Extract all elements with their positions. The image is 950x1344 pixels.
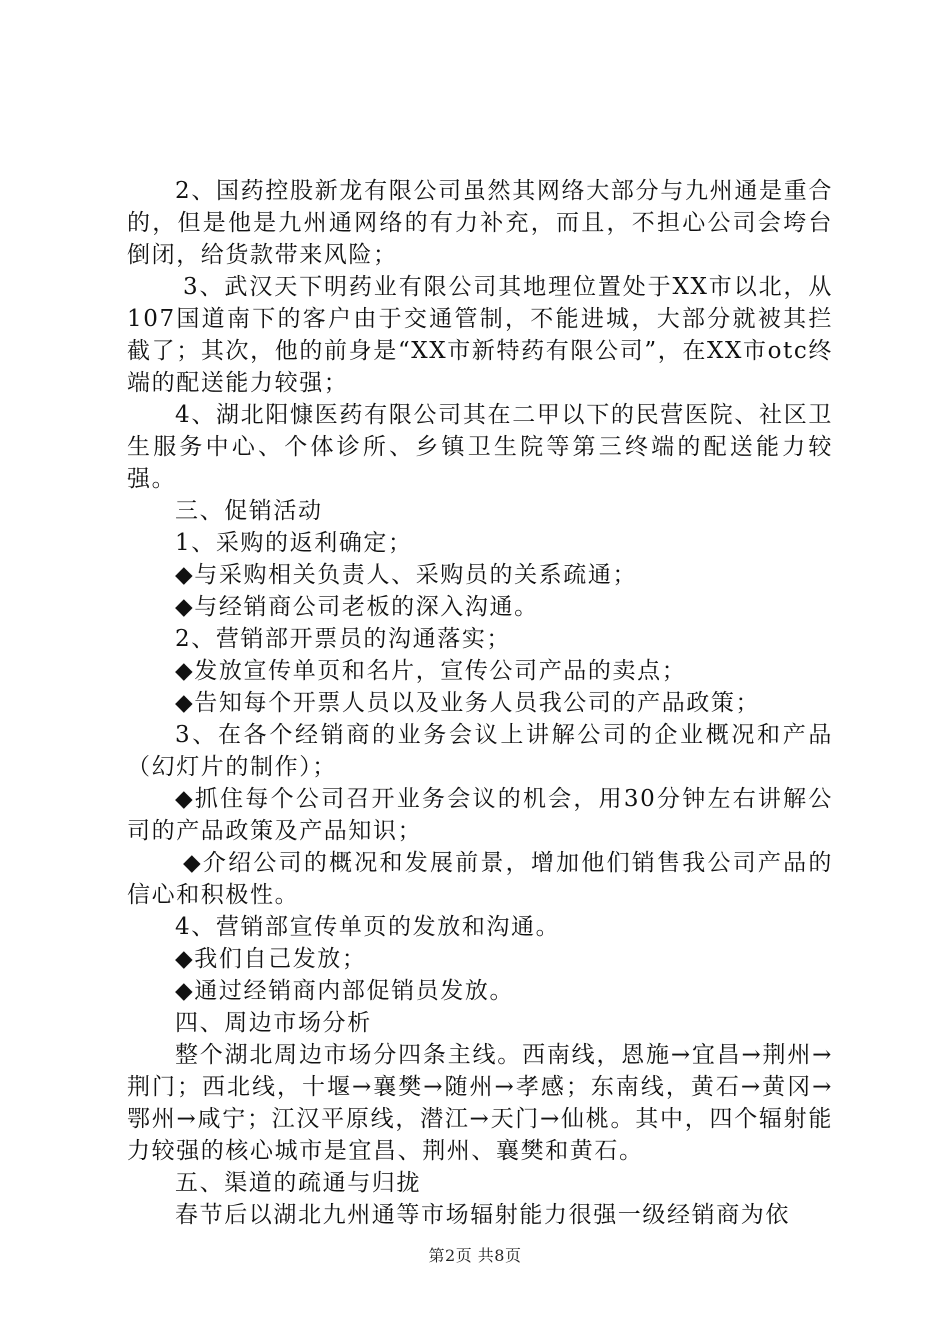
page-footer: 第2页 共8页 [428,1246,522,1265]
bullet-item: ◆与经销商公司老板的深入沟通。 [175,594,539,620]
section-heading-market-analysis: 四、周边市场分析 [175,1010,372,1036]
section-heading-promotion: 三、促销活动 [175,498,323,524]
bullet-item: ◆抓住每个公司召开业务会议的机会，用30分钟左右讲解公司的产品政策及产品知识； [127,786,833,844]
document-body [127,175,833,1231]
list-item: 3、在各个经销商的业务会议上讲解公司的企业概况和产品（幻灯片的制作）； [127,722,833,780]
bullet-item: ◆告知每个开票人员以及业务人员我公司的产品政策； [175,690,761,716]
list-item: 2、营销部开票员的沟通落实； [175,626,512,652]
paragraph-3: 4、湖北阳慷医药有限公司其在二甲以下的民营医院、社区卫生服务中心、个体诊所、乡镇卫生院等第三终端的配送能力较强。 [127,402,833,492]
list-item: 1、采购的返利确定； [175,530,413,556]
paragraph-1: 2、国药控股新龙有限公司虽然其网络大部分与九州通是重合的，但是他是九州通网络的有力补充，而且，不担心公司会垮台倒闭，给货款带来风险； [127,178,833,268]
bullet-item: ◆发放宣传单页和名片，宣传公司产品的卖点； [175,658,687,684]
paragraph-channels: 春节后以湖北九州通等市场辐射能力很强一级经销商为依 [175,1202,790,1228]
bullet-item: ◆与采购相关负责人、采购员的关系疏通； [175,562,638,588]
bullet-item: ◆我们自己发放； [175,946,367,972]
bullet-item: ◆介绍公司的概况和发展前景，增加他们销售我公司产品的信心和积极性。 [127,850,833,908]
bullet-item: ◆通过经销商内部促销员发放。 [175,978,515,1004]
section-heading-channels: 五、渠道的疏通与归拢 [175,1170,421,1196]
paragraph-market-analysis: 整个湖北周边市场分四条主线。西南线，恩施→宜昌→荆州→荆门；西北线，十堰→襄樊→随州→孝感；东南线，黄石→黄冈→鄂州→咸宁；江汉平原线，潜江→天门→仙桃。其中，四个辐射能力较强的核心城市是宜昌、荆州、襄樊和黄石。 [127,1042,833,1164]
paragraph-2: 3、武汉天下明药业有限公司其地理位置处于XX市以北，从107国道南下的客户由于交通管制，不能进城，大部分就被其拦截了；其次，他的前身是“XX市新特药有限公司”，在XX市otc终端的配送能力较强； [127,274,833,396]
list-item: 4、营销部宣传单页的发放和沟通。 [175,914,561,940]
